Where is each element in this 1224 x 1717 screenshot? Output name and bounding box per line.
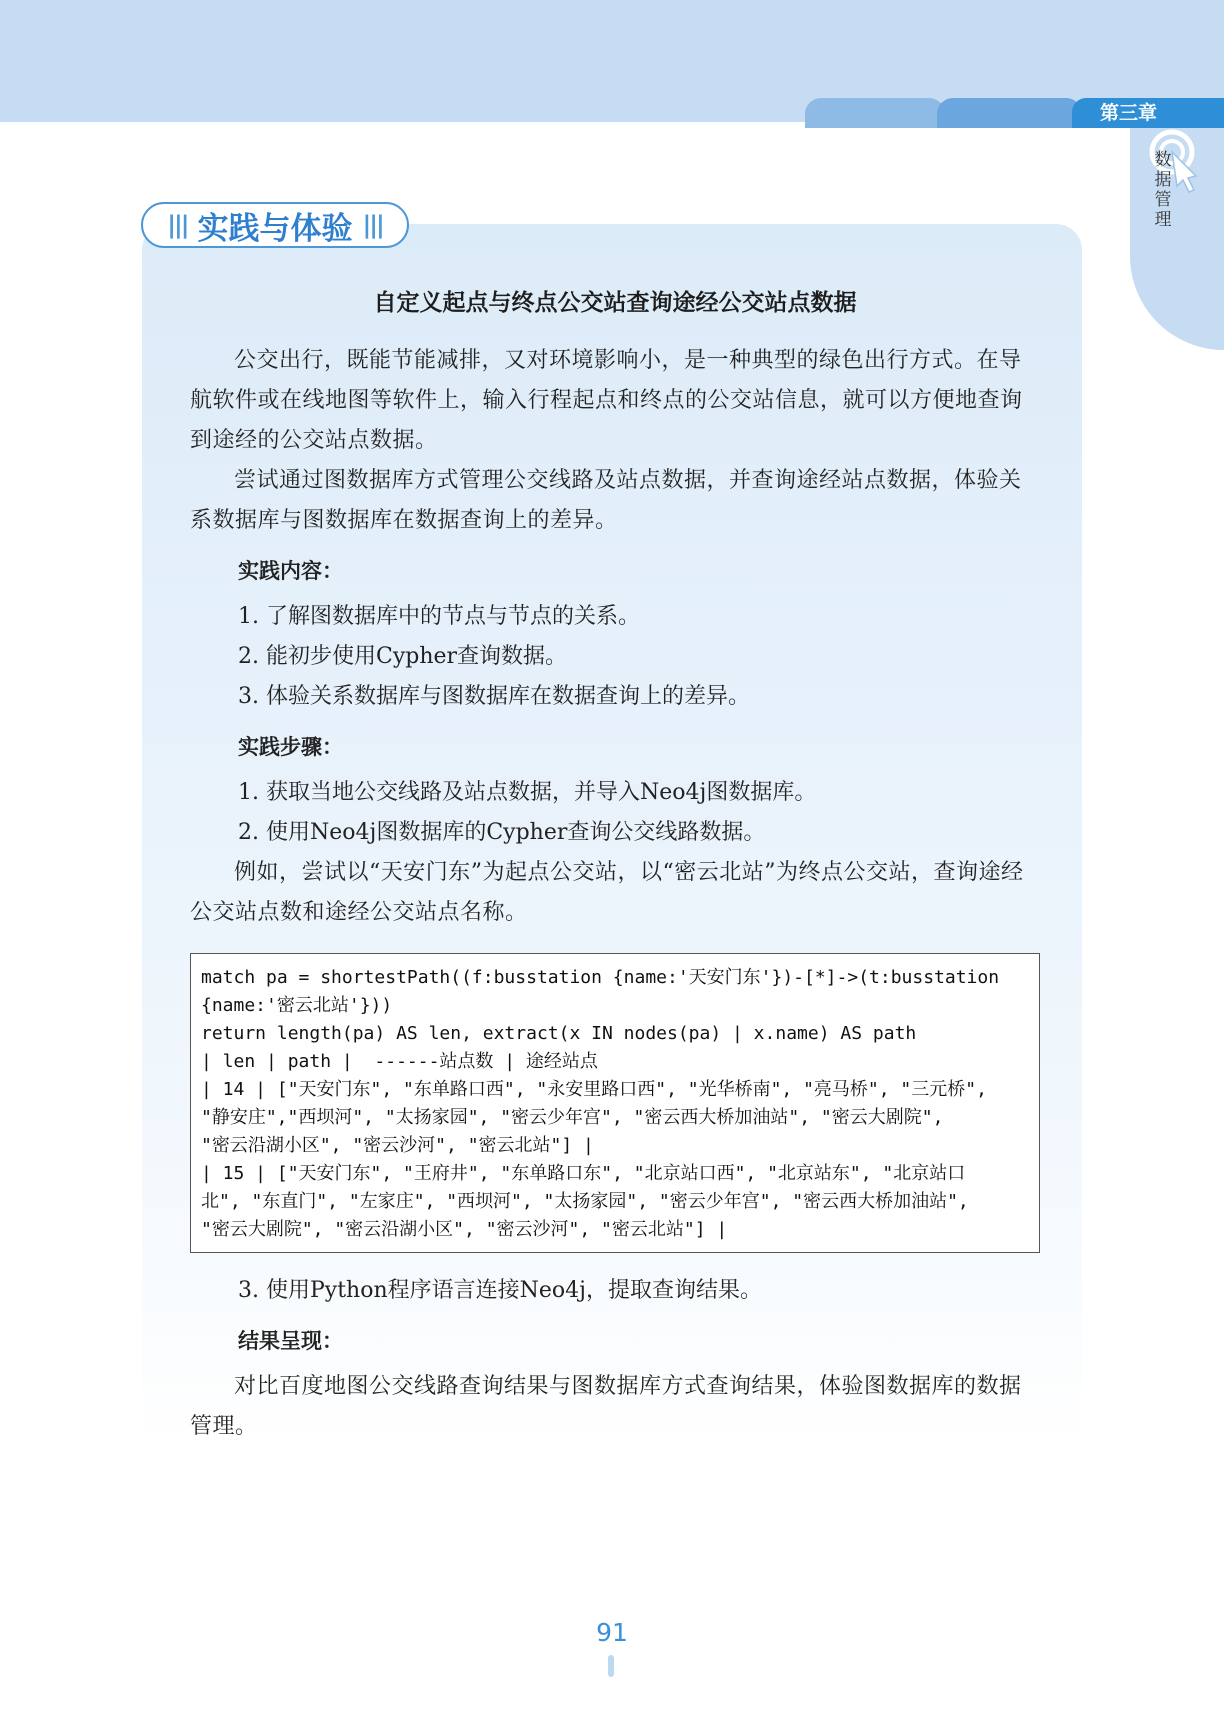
code-line: match pa = shortestPath((f:busstation {name:'天安门东'})-[*]->(t:busstation [201,967,1000,988]
code-line: | len | path | ------站点数 | 途经站点 [201,1051,598,1072]
code-block [190,953,1040,1253]
list-item: 1. 了解图数据库中的节点与节点的关系。 [238,604,640,629]
code-line: 北", "东直门", "左家庄", "西坝河", "太扬家园", "密云少年宫", "密云西大桥加油站", [201,1191,969,1212]
chapter-tab-decoration [805,98,945,128]
page-number: 91 [596,1618,628,1647]
practice-heading: 自定义起点与终点公交站查询途经公交站点数据 [373,290,857,316]
code-line: | 14 | ["天安门东", "东单路口西", "永安里路口西", "光华桥南", "亮马桥", "三元桥", [201,1079,987,1100]
code-line: return length(pa) AS len, extract(x IN nodes(pa) | x.name) AS path [201,1023,917,1044]
chapter-side-title: 数据管理 [1154,150,1172,230]
code-line: {name:'密云北站'})) [201,995,393,1016]
list-item: 2. 能初步使用Cypher查询数据。 [238,644,568,669]
code-line: "密云大剧院", "密云沿湖小区", "密云沙河", "密云北站"] | [201,1219,728,1240]
decorative-bars-icon: ||| [167,211,188,239]
result-label: 结果呈现： [238,1329,343,1353]
intro-paragraph: 尝试通过图数据库方式管理公交线路及站点数据，并查询途经站点数据，体验关系数据库与图数据库在数据查询上的差异。 [190,468,1022,533]
practice-steps-label: 实践步骤： [238,735,343,759]
code-line: "静安庄","西坝河", "太扬家园", "密云少年宫", "密云西大桥加油站", "密云大剧院", [201,1107,944,1128]
chapter-tab-decoration [937,98,1082,128]
chapter-label: 第三章 [1072,98,1224,128]
list-item: 1. 获取当地公交线路及站点数据，并导入Neo4j图数据库。 [238,780,817,805]
list-item: 3. 使用Python程序语言连接Neo4j，提取查询结果。 [238,1278,762,1303]
section-title-pill [141,202,409,248]
list-item: 3. 体验关系数据库与图数据库在数据查询上的差异。 [238,684,750,709]
code-line: | 15 | ["天安门东", "王府井", "东单路口东", "北京站口西", "北京站东", "北京站口 [201,1163,966,1184]
code-line: "密云沿湖小区", "密云沙河", "密云北站"] | [201,1135,594,1156]
section-title: 实践与体验 [197,210,353,247]
practice-content-label: 实践内容： [238,559,343,583]
intro-paragraph: 公交出行，既能节能减排，又对环境影响小，是一种典型的绿色出行方式。在导航软件或在线地图等软件上，输入行程起点和终点的公交站信息，就可以方便地查询到途经的公交站点数据。 [190,348,1023,453]
content-area [190,284,1040,1447]
list-item: 2. 使用Neo4j图数据库的Cypher查询公交线路数据。 [238,820,766,845]
example-paragraph: 例如，尝试以“天安门东”为起点公交站，以“密云北站”为终点公交站，查询途经公交站点数和途经公交站点名称。 [190,860,1024,925]
decorative-bars-icon: ||| [362,211,383,239]
page-tick-decoration [608,1655,614,1677]
result-paragraph: 对比百度地图公交线路查询结果与图数据库方式查询结果，体验图数据库的数据管理。 [190,1374,1022,1439]
